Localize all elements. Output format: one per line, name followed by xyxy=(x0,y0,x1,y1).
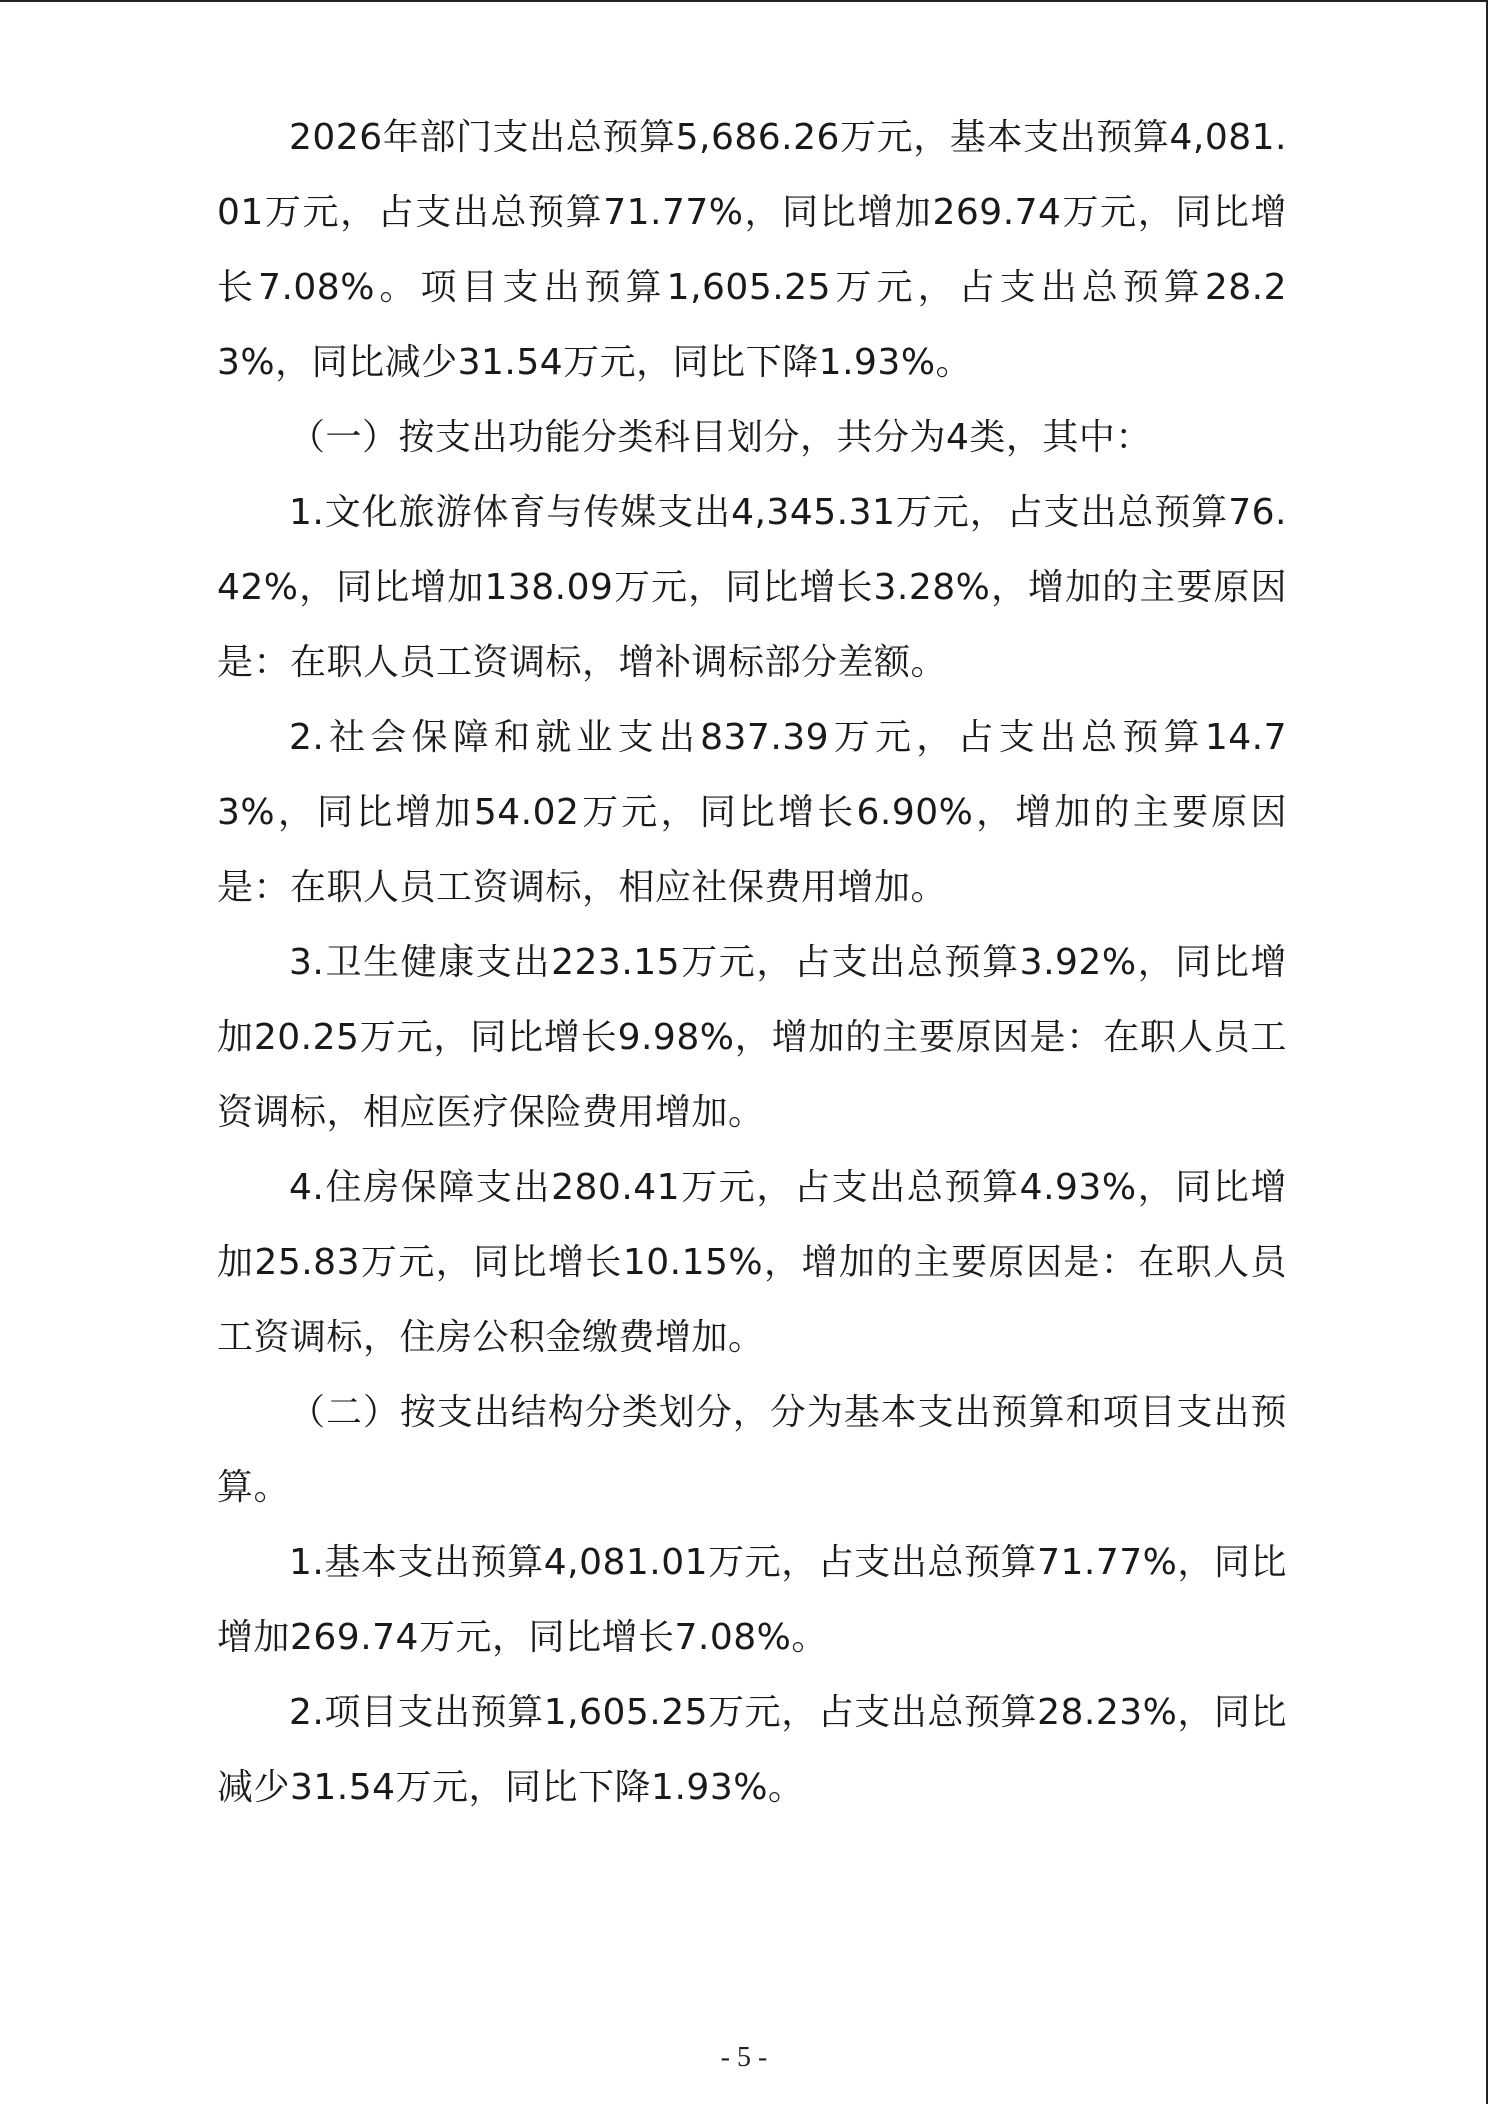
paragraph-housing: 4.住房保障支出280.41万元，占支出总预算4.93%，同比增加25.83万元，同比增长10.15%，增加的主要原因是：在职人员工资调标，住房公积金缴费增加。 xyxy=(217,1167,1287,1358)
paragraph-social-security: 2.社会保障和就业支出837.39万元，占支出总预算14.73%，同比增加54.02万元，同比增长6.90%，增加的主要原因是：在职人员工资调标，相应社保费用增加。 xyxy=(217,717,1287,908)
paragraph-project-expenditure: 2.项目支出预算1,605.25万元，占支出总预算28.23%，同比减少31.54万元，同比下降1.93%。 xyxy=(217,1692,1287,1808)
paragraph-budget-summary: 2026年部门支出总预算5,686.26万元，基本支出预算4,081.01万元，占支出总预算71.77%，同比增加269.74万元，同比增长7.08%。项目支出预算1,605.25万元，占支出总预算28.23%，同比减少31.54万元，同比下降1.93%。 xyxy=(217,117,1287,383)
paragraph-health: 3.卫生健康支出223.15万元，占支出总预算3.92%，同比增加20.25万元，同比增长9.98%，增加的主要原因是：在职人员工资调标，相应医疗保险费用增加。 xyxy=(217,942,1287,1133)
paragraph-basic-expenditure: 1.基本支出预算4,081.01万元，占支出总预算71.77%，同比增加269.74万元，同比增长7.08%。 xyxy=(217,1542,1287,1658)
document-body xyxy=(217,100,1287,1825)
heading-structural-classification: （二）按支出结构分类划分，分为基本支出预算和项目支出预算。 xyxy=(217,1392,1287,1508)
paragraph-culture-tourism: 1.文化旅游体育与传媒支出4,345.31万元，占支出总预算76.42%，同比增加138.09万元，同比增长3.28%，增加的主要原因是：在职人员工资调标，增补调标部分差额。 xyxy=(217,492,1287,683)
page-number: - 5 - xyxy=(720,2042,768,2073)
heading-functional-classification: （一）按支出功能分类科目划分，共分为4类，其中： xyxy=(289,417,1152,458)
